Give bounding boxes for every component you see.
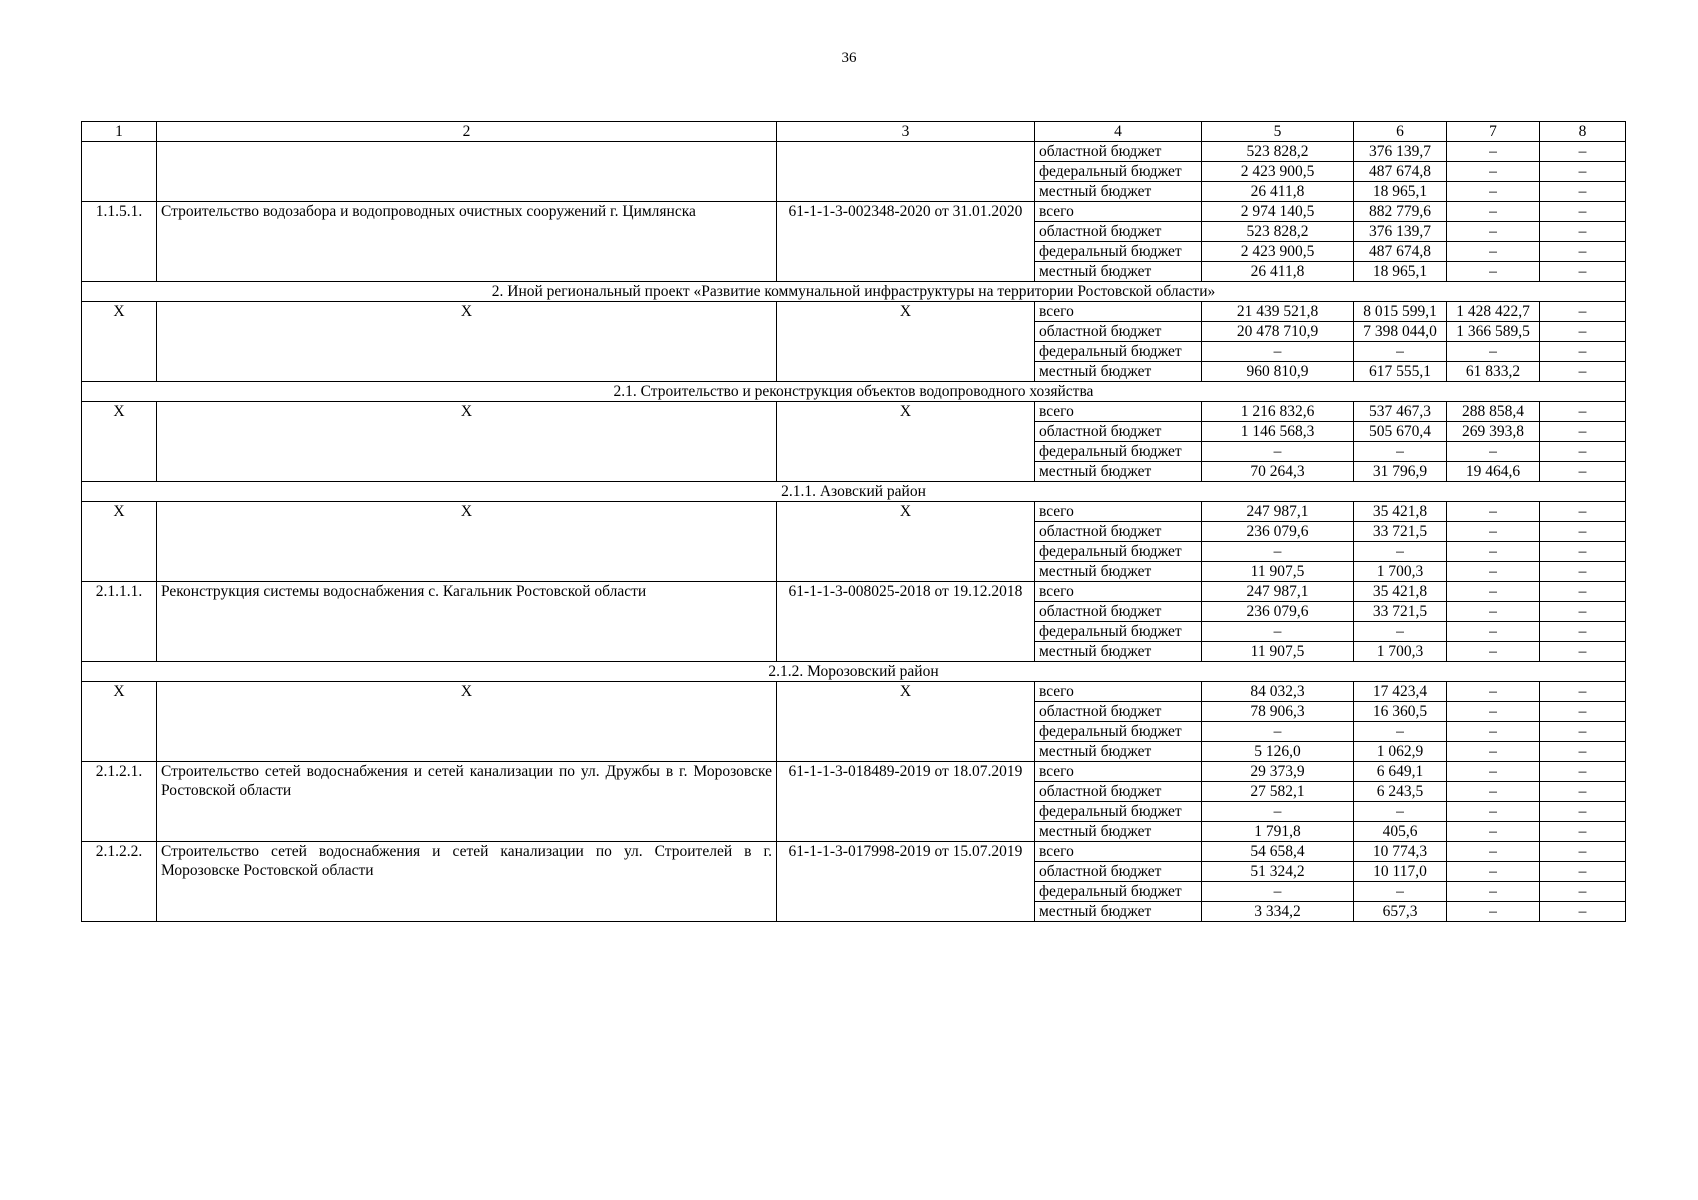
amount-cell: –: [1447, 622, 1540, 642]
amount-cell: 20 478 710,9: [1202, 322, 1354, 342]
section-title: 2.1.1. Азовский район: [82, 482, 1626, 502]
amount-cell: –: [1447, 242, 1540, 262]
amount-cell: –: [1540, 302, 1626, 322]
header-cell: 6: [1354, 122, 1447, 142]
amount-cell: 2 423 900,5: [1202, 162, 1354, 182]
amount-cell: 1 062,9: [1354, 742, 1447, 762]
budget-source-label: местный бюджет: [1035, 462, 1202, 482]
budget-source-label: областной бюджет: [1035, 142, 1202, 162]
amount-cell: –: [1202, 542, 1354, 562]
table-body: [82, 122, 1626, 922]
amount-cell: 1 791,8: [1202, 822, 1354, 842]
item-name: Х: [157, 682, 777, 762]
amount-cell: –: [1202, 802, 1354, 822]
amount-cell: 882 779,6: [1354, 202, 1447, 222]
amount-cell: –: [1540, 882, 1626, 902]
amount-cell: –: [1540, 622, 1626, 642]
amount-cell: –: [1540, 502, 1626, 522]
budget-source-label: всего: [1035, 762, 1202, 782]
amount-cell: 376 139,7: [1354, 142, 1447, 162]
amount-cell: 1 146 568,3: [1202, 422, 1354, 442]
amount-cell: –: [1540, 522, 1626, 542]
amount-cell: 35 421,8: [1354, 582, 1447, 602]
table-row: [82, 502, 1626, 522]
amount-cell: 617 555,1: [1354, 362, 1447, 382]
item-code: 61-1-1-3-017998-2019 от 15.07.2019: [777, 842, 1035, 922]
table-row: [82, 842, 1626, 862]
amount-cell: –: [1447, 822, 1540, 842]
amount-cell: –: [1447, 342, 1540, 362]
amount-cell: –: [1540, 902, 1626, 922]
header-cell: 7: [1447, 122, 1540, 142]
amount-cell: –: [1540, 642, 1626, 662]
budget-source-label: федеральный бюджет: [1035, 542, 1202, 562]
amount-cell: 523 828,2: [1202, 142, 1354, 162]
amount-cell: 376 139,7: [1354, 222, 1447, 242]
budget-source-label: всего: [1035, 502, 1202, 522]
budget-source-label: всего: [1035, 842, 1202, 862]
amount-cell: –: [1447, 862, 1540, 882]
amount-cell: 19 464,6: [1447, 462, 1540, 482]
section-title: 2.1.2. Морозовский район: [82, 662, 1626, 682]
budget-table: [81, 121, 1626, 922]
amount-cell: 33 721,5: [1354, 522, 1447, 542]
budget-source-label: местный бюджет: [1035, 642, 1202, 662]
item-code: 61-1-1-3-002348-2020 от 31.01.2020: [777, 202, 1035, 282]
item-code: Х: [777, 682, 1035, 762]
section-title: 2. Иной региональный проект «Развитие коммунальной инфраструктуры на территории Ростовской области»: [82, 282, 1626, 302]
amount-cell: 11 907,5: [1202, 642, 1354, 662]
amount-cell: 1 700,3: [1354, 642, 1447, 662]
budget-source-label: областной бюджет: [1035, 602, 1202, 622]
budget-source-label: местный бюджет: [1035, 362, 1202, 382]
budget-source-label: местный бюджет: [1035, 262, 1202, 282]
table-row: [82, 682, 1626, 702]
amount-cell: –: [1540, 782, 1626, 802]
amount-cell: –: [1540, 142, 1626, 162]
amount-cell: –: [1540, 402, 1626, 422]
item-code: Х: [777, 402, 1035, 482]
amount-cell: –: [1447, 562, 1540, 582]
item-number: Х: [82, 502, 157, 582]
budget-source-label: федеральный бюджет: [1035, 442, 1202, 462]
amount-cell: –: [1354, 882, 1447, 902]
section-row: [82, 382, 1626, 402]
budget-source-label: всего: [1035, 202, 1202, 222]
item-name: Строительство сетей водоснабжения и сетей канализации по ул. Дружбы в г. Морозовске Ростовской области: [157, 762, 777, 842]
item-code: Х: [777, 502, 1035, 582]
amount-cell: –: [1354, 342, 1447, 362]
amount-cell: 1 216 832,6: [1202, 402, 1354, 422]
budget-source-label: федеральный бюджет: [1035, 882, 1202, 902]
budget-source-label: областной бюджет: [1035, 522, 1202, 542]
amount-cell: –: [1447, 742, 1540, 762]
amount-cell: 5 126,0: [1202, 742, 1354, 762]
amount-cell: –: [1354, 542, 1447, 562]
section-row: [82, 282, 1626, 302]
item-number: [82, 142, 157, 202]
amount-cell: –: [1447, 842, 1540, 862]
amount-cell: –: [1354, 802, 1447, 822]
budget-source-label: федеральный бюджет: [1035, 342, 1202, 362]
budget-source-label: федеральный бюджет: [1035, 242, 1202, 262]
amount-cell: –: [1540, 842, 1626, 862]
budget-source-label: областной бюджет: [1035, 702, 1202, 722]
amount-cell: –: [1540, 822, 1626, 842]
amount-cell: –: [1202, 622, 1354, 642]
item-number: Х: [82, 682, 157, 762]
table-row: [82, 402, 1626, 422]
amount-cell: 26 411,8: [1202, 262, 1354, 282]
amount-cell: 1 700,3: [1354, 562, 1447, 582]
amount-cell: 21 439 521,8: [1202, 302, 1354, 322]
amount-cell: –: [1447, 782, 1540, 802]
budget-source-label: всего: [1035, 582, 1202, 602]
item-name: Строительство сетей водоснабжения и сетей канализации по ул. Строителей в г. Морозовске Ростовской области: [157, 842, 777, 922]
amount-cell: –: [1447, 902, 1540, 922]
amount-cell: –: [1447, 182, 1540, 202]
amount-cell: 537 467,3: [1354, 402, 1447, 422]
amount-cell: 405,6: [1354, 822, 1447, 842]
table-row: [82, 762, 1626, 782]
amount-cell: –: [1447, 762, 1540, 782]
budget-source-label: местный бюджет: [1035, 562, 1202, 582]
header-cell: 3: [777, 122, 1035, 142]
amount-cell: 78 906,3: [1202, 702, 1354, 722]
amount-cell: 29 373,9: [1202, 762, 1354, 782]
amount-cell: 657,3: [1354, 902, 1447, 922]
amount-cell: 51 324,2: [1202, 862, 1354, 882]
amount-cell: –: [1202, 442, 1354, 462]
item-name: Х: [157, 502, 777, 582]
budget-source-label: федеральный бюджет: [1035, 622, 1202, 642]
budget-source-label: местный бюджет: [1035, 182, 1202, 202]
section-row: [82, 482, 1626, 502]
header-cell: 8: [1540, 122, 1626, 142]
amount-cell: –: [1540, 802, 1626, 822]
amount-cell: –: [1540, 582, 1626, 602]
amount-cell: –: [1447, 262, 1540, 282]
amount-cell: –: [1540, 362, 1626, 382]
amount-cell: –: [1540, 162, 1626, 182]
table-row: [82, 302, 1626, 322]
amount-cell: 10 117,0: [1354, 862, 1447, 882]
amount-cell: 247 987,1: [1202, 502, 1354, 522]
section-title: 2.1. Строительство и реконструкция объектов водопроводного хозяйства: [82, 382, 1626, 402]
item-name: Х: [157, 402, 777, 482]
amount-cell: 31 796,9: [1354, 462, 1447, 482]
amount-cell: 33 721,5: [1354, 602, 1447, 622]
item-number: Х: [82, 402, 157, 482]
amount-cell: 11 907,5: [1202, 562, 1354, 582]
item-code: 61-1-1-3-018489-2019 от 18.07.2019: [777, 762, 1035, 842]
header-cell: 5: [1202, 122, 1354, 142]
amount-cell: 2 423 900,5: [1202, 242, 1354, 262]
amount-cell: 26 411,8: [1202, 182, 1354, 202]
amount-cell: –: [1540, 182, 1626, 202]
budget-source-label: всего: [1035, 302, 1202, 322]
amount-cell: 3 334,2: [1202, 902, 1354, 922]
amount-cell: 8 015 599,1: [1354, 302, 1447, 322]
amount-cell: –: [1447, 222, 1540, 242]
budget-source-label: федеральный бюджет: [1035, 802, 1202, 822]
amount-cell: –: [1540, 722, 1626, 742]
amount-cell: –: [1540, 742, 1626, 762]
budget-source-label: областной бюджет: [1035, 782, 1202, 802]
amount-cell: –: [1447, 882, 1540, 902]
budget-source-label: федеральный бюджет: [1035, 722, 1202, 742]
amount-cell: 17 423,4: [1354, 682, 1447, 702]
amount-cell: –: [1447, 682, 1540, 702]
amount-cell: –: [1202, 882, 1354, 902]
section-row: [82, 662, 1626, 682]
amount-cell: –: [1540, 342, 1626, 362]
amount-cell: 18 965,1: [1354, 182, 1447, 202]
table-row: [82, 582, 1626, 602]
amount-cell: –: [1447, 542, 1540, 562]
budget-source-label: местный бюджет: [1035, 822, 1202, 842]
amount-cell: 16 360,5: [1354, 702, 1447, 722]
amount-cell: 960 810,9: [1202, 362, 1354, 382]
amount-cell: –: [1540, 862, 1626, 882]
amount-cell: 70 264,3: [1202, 462, 1354, 482]
amount-cell: 61 833,2: [1447, 362, 1540, 382]
amount-cell: –: [1540, 442, 1626, 462]
amount-cell: –: [1540, 682, 1626, 702]
amount-cell: –: [1202, 722, 1354, 742]
amount-cell: 7 398 044,0: [1354, 322, 1447, 342]
budget-source-label: всего: [1035, 682, 1202, 702]
item-code: Х: [777, 302, 1035, 382]
table-row: [82, 202, 1626, 222]
amount-cell: –: [1447, 442, 1540, 462]
amount-cell: 269 393,8: [1447, 422, 1540, 442]
amount-cell: –: [1447, 602, 1540, 622]
amount-cell: –: [1447, 702, 1540, 722]
amount-cell: 2 974 140,5: [1202, 202, 1354, 222]
amount-cell: 54 658,4: [1202, 842, 1354, 862]
budget-source-label: местный бюджет: [1035, 742, 1202, 762]
amount-cell: 6 649,1: [1354, 762, 1447, 782]
item-number: 2.1.2.2.: [82, 842, 157, 922]
amount-cell: –: [1540, 242, 1626, 262]
amount-cell: 288 858,4: [1447, 402, 1540, 422]
amount-cell: 35 421,8: [1354, 502, 1447, 522]
amount-cell: –: [1540, 462, 1626, 482]
amount-cell: 1 366 589,5: [1447, 322, 1540, 342]
amount-cell: –: [1354, 622, 1447, 642]
amount-cell: –: [1447, 522, 1540, 542]
amount-cell: –: [1540, 602, 1626, 622]
item-code: [777, 142, 1035, 202]
amount-cell: 487 674,8: [1354, 242, 1447, 262]
header-cell: 4: [1035, 122, 1202, 142]
amount-cell: –: [1447, 722, 1540, 742]
amount-cell: –: [1540, 702, 1626, 722]
header-cell: 2: [157, 122, 777, 142]
page-number: 36: [841, 50, 857, 66]
amount-cell: 523 828,2: [1202, 222, 1354, 242]
amount-cell: –: [1540, 562, 1626, 582]
amount-cell: 505 670,4: [1354, 422, 1447, 442]
amount-cell: –: [1540, 422, 1626, 442]
amount-cell: 6 243,5: [1354, 782, 1447, 802]
item-name: Реконструкция системы водоснабжения с. Кагальник Ростовской области: [157, 582, 777, 662]
item-name: [157, 142, 777, 202]
item-name: Х: [157, 302, 777, 382]
amount-cell: –: [1447, 502, 1540, 522]
budget-source-label: местный бюджет: [1035, 902, 1202, 922]
amount-cell: –: [1447, 802, 1540, 822]
amount-cell: –: [1447, 162, 1540, 182]
header-row: [82, 122, 1626, 142]
item-name: Строительство водозабора и водопроводных очистных сооружений г. Цимлянска: [157, 202, 777, 282]
amount-cell: –: [1447, 202, 1540, 222]
amount-cell: 10 774,3: [1354, 842, 1447, 862]
budget-source-label: областной бюджет: [1035, 422, 1202, 442]
amount-cell: –: [1540, 762, 1626, 782]
table-row: [82, 142, 1626, 162]
budget-source-label: областной бюджет: [1035, 222, 1202, 242]
amount-cell: –: [1540, 322, 1626, 342]
amount-cell: 236 079,6: [1202, 602, 1354, 622]
header-cell: 1: [82, 122, 157, 142]
amount-cell: –: [1354, 442, 1447, 462]
budget-source-label: областной бюджет: [1035, 862, 1202, 882]
amount-cell: 1 428 422,7: [1447, 302, 1540, 322]
budget-source-label: областной бюджет: [1035, 322, 1202, 342]
amount-cell: 27 582,1: [1202, 782, 1354, 802]
item-number: Х: [82, 302, 157, 382]
amount-cell: 84 032,3: [1202, 682, 1354, 702]
amount-cell: 487 674,8: [1354, 162, 1447, 182]
amount-cell: –: [1354, 722, 1447, 742]
amount-cell: 236 079,6: [1202, 522, 1354, 542]
item-code: 61-1-1-3-008025-2018 от 19.12.2018: [777, 582, 1035, 662]
amount-cell: –: [1447, 582, 1540, 602]
amount-cell: –: [1540, 262, 1626, 282]
amount-cell: –: [1202, 342, 1354, 362]
amount-cell: –: [1540, 542, 1626, 562]
amount-cell: –: [1540, 202, 1626, 222]
item-number: 1.1.5.1.: [82, 202, 157, 282]
item-number: 2.1.2.1.: [82, 762, 157, 842]
amount-cell: 18 965,1: [1354, 262, 1447, 282]
amount-cell: –: [1447, 142, 1540, 162]
item-number: 2.1.1.1.: [82, 582, 157, 662]
amount-cell: –: [1447, 642, 1540, 662]
amount-cell: –: [1540, 222, 1626, 242]
budget-source-label: всего: [1035, 402, 1202, 422]
amount-cell: 247 987,1: [1202, 582, 1354, 602]
budget-source-label: федеральный бюджет: [1035, 162, 1202, 182]
